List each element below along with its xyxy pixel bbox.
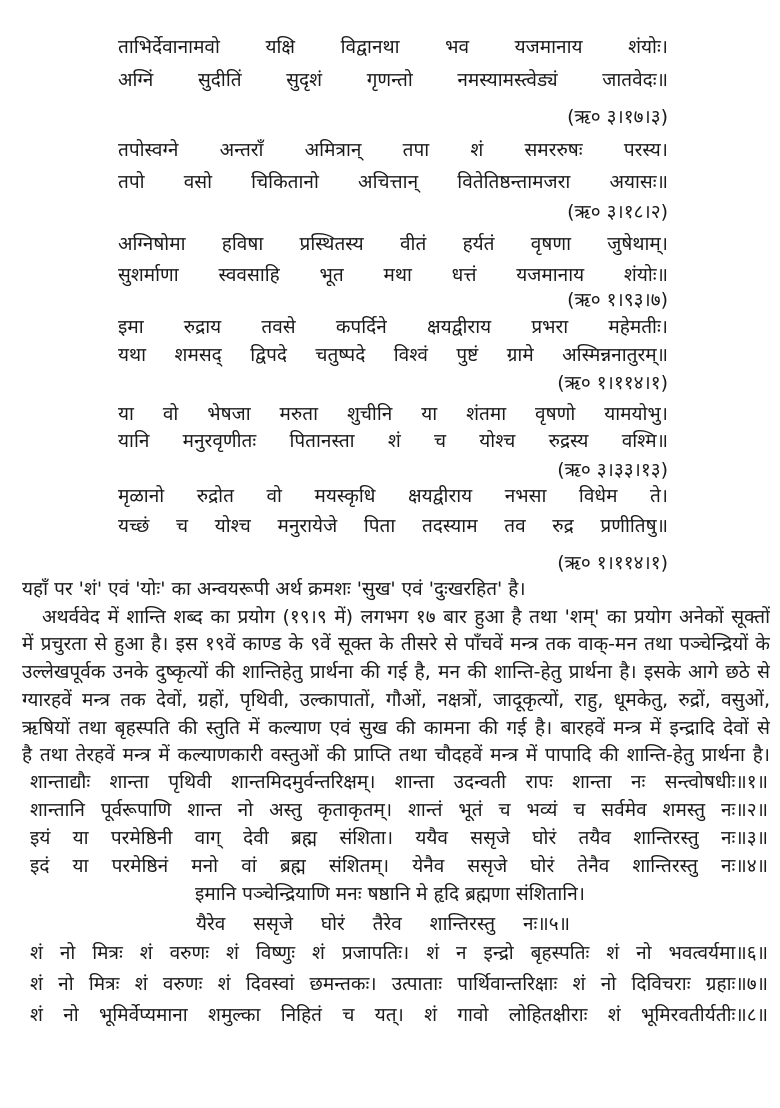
verse-line: तपोस्वग्ने अन्तराँ अमित्रान् तपा शं समररुषः परस्य। (118, 139, 668, 161)
verse-line: सुशर्माणा स्ववसाहि भूत मथा धत्तं यजमानाय शंयोः॥ (118, 264, 668, 286)
paragraph-line: में प्रचुरता से हुआ है। इस १९वें काण्ड के ९वें सूक्त के तीसरे से पाँचवें मन्त्र तक वाक्-मन तथा पञ्चेन्द्रियों के (22, 633, 770, 655)
summary-line: यहाँ पर 'शं' एवं 'योः' का अन्वयरूपी अर्थ क्रमशः 'सुख' एवं 'दुःखरहित' है। (22, 578, 526, 600)
verse-line: मृळानो रुद्रोत वो मयस्कृधि क्षयद्वीराय नभसा विधेम ते। (118, 485, 668, 507)
verse-line: अग्निं सुदीतिं सुदृशं गृणन्तो नमस्यामस्त्वेड्यं जातवेदः॥ (118, 69, 668, 91)
paragraph-line: अथर्ववेद में शान्ति शब्द का प्रयोग (१९।९ में) लगभग १७ बार हुआ है तथा 'शम्' का प्रयोग अनेकों सूक्तों (42, 606, 770, 628)
paragraph-line: ऋषियों तथा बृहस्पति की स्तुति में कल्याण एवं सुख की कामना की गई है। बारहवें मन्त्र में इन्द्रादि देवों से (22, 717, 770, 739)
mantra-line: शं नो मित्रः शं वरुणः शं विष्णुः शं प्रजापतिः। शं न इन्द्रो बृहस्पतिः शं नो भवत्वर्यमा॥६॥ (30, 942, 768, 964)
verse-reference: (ऋ० ३।१७।३) (567, 106, 668, 128)
mantra-line: शान्तानि पूर्वरूपाणि शान्त नो अस्तु कृताकृतम्। शान्तं भूतं च भव्यं च सर्वमेव शमस्तु नः॥२॥ (30, 799, 768, 821)
mantra-line: शं नो भूमिर्वेप्यमाना शमुल्का निहितं च यत्। शं गावो लोहितक्षीराः शं भूमिरवतीर्यतीः॥८॥ (30, 1004, 768, 1026)
verse-reference: (ऋ० १।११४।१) (557, 552, 668, 574)
mantra-line: शं नो मित्रः शं वरुणः शं दिवस्वां छमन्तकः। उत्पाताः पार्थिवान्तरिक्षाः शं नो दिविचराः ग्रहाः॥७॥ (30, 973, 768, 995)
verse-line: ताभिर्देवानामवो यक्षि विद्वानथा भव यजमानाय शंयोः। (118, 36, 668, 58)
mantra-line: इयं या परमेष्ठिनी वाग् देवी ब्रह्म संशिता। ययैव ससृजे घोरं तयैव शान्तिरस्तु नः॥३॥ (30, 827, 768, 849)
verse-line: या वो भेषजा मरुता शुचीनि या शंतमा वृषणो यामयोभु। (118, 403, 668, 425)
verse-reference: (ऋ० १।११४।१) (557, 372, 668, 394)
verse-reference: (ऋ० ३।३३।१३) (557, 459, 668, 481)
verse-line: तपो वसो चिकितानो अचित्तान् वितेतिष्ठन्तामजरा अयासः॥ (118, 171, 668, 193)
mantra-line: यैरेव ससृजे घोरं तैरेव शान्तिरस्तु नः॥५॥ (196, 913, 570, 935)
verse-line: अग्निषोमा हविषा प्रस्थितस्य वीतं हर्यतं वृषणा जुषेथाम्। (118, 233, 668, 255)
mantra-line: इदं या परमेष्ठिनं मनो वां ब्रह्म संशितम्। येनैव ससृजे घोरं तेनैव शान्तिरस्तु नः॥४॥ (30, 855, 768, 877)
verse-reference: (ऋ० ३।१८।२) (567, 201, 668, 223)
mantra-line: शान्ताद्यौः शान्ता पृथिवी शान्तमिदमुर्वन्तरिक्षम्। शान्ता उदन्वती रापः शान्ता नः सन्त्वोषधीः॥१॥ (30, 771, 768, 793)
paragraph-line: उल्लेखपूर्वक उनके दुष्कृत्यों की शान्तिहेतु प्रार्थना की गई है, मन की शान्ति-हेतु प्रार्थना है। इसके आगे छठे से (22, 661, 770, 683)
verse-reference: (ऋ० १।९३।७) (567, 289, 668, 311)
verse-line: यानि मनुरवृणीतः पितानस्ता शं च योश्च रुद्रस्य वश्मि॥ (118, 430, 668, 452)
verse-line: यच्छं च योश्च मनुरायेजे पिता तदस्याम तव रुद्र प्रणीतिषु॥ (118, 515, 668, 537)
verse-line: इमा रुद्राय तवसे कपर्दिने क्षयद्वीराय प्रभरा महेमतीः। (118, 316, 668, 338)
paragraph-line: है तथा तेरहवें मन्त्र में कल्याणकारी वस्तुओं की प्राप्ति तथा चौदहवें मन्त्र में पापादि की शान्ति-हेतु प्रार्थना है। (22, 744, 770, 766)
paragraph-line: ग्यारहवें मन्त्र तक देवों, ग्रहों, पृथिवी, उल्कापातों, गौओं, नक्षत्रों, जादूकृत्यों, राहु, धूमकेतु, रुद्रों, वसुओं, (22, 689, 770, 711)
mantra-line: इमानि पञ्चेन्द्रियाणि मनः षष्ठानि मे हृदि ब्रह्मणा संशितानि। (195, 883, 585, 905)
verse-line: यथा शमसद् द्विपदे चतुष्पदे विश्वं पुष्टं ग्रामे अस्मिन्ननातुरम्॥ (118, 344, 668, 366)
